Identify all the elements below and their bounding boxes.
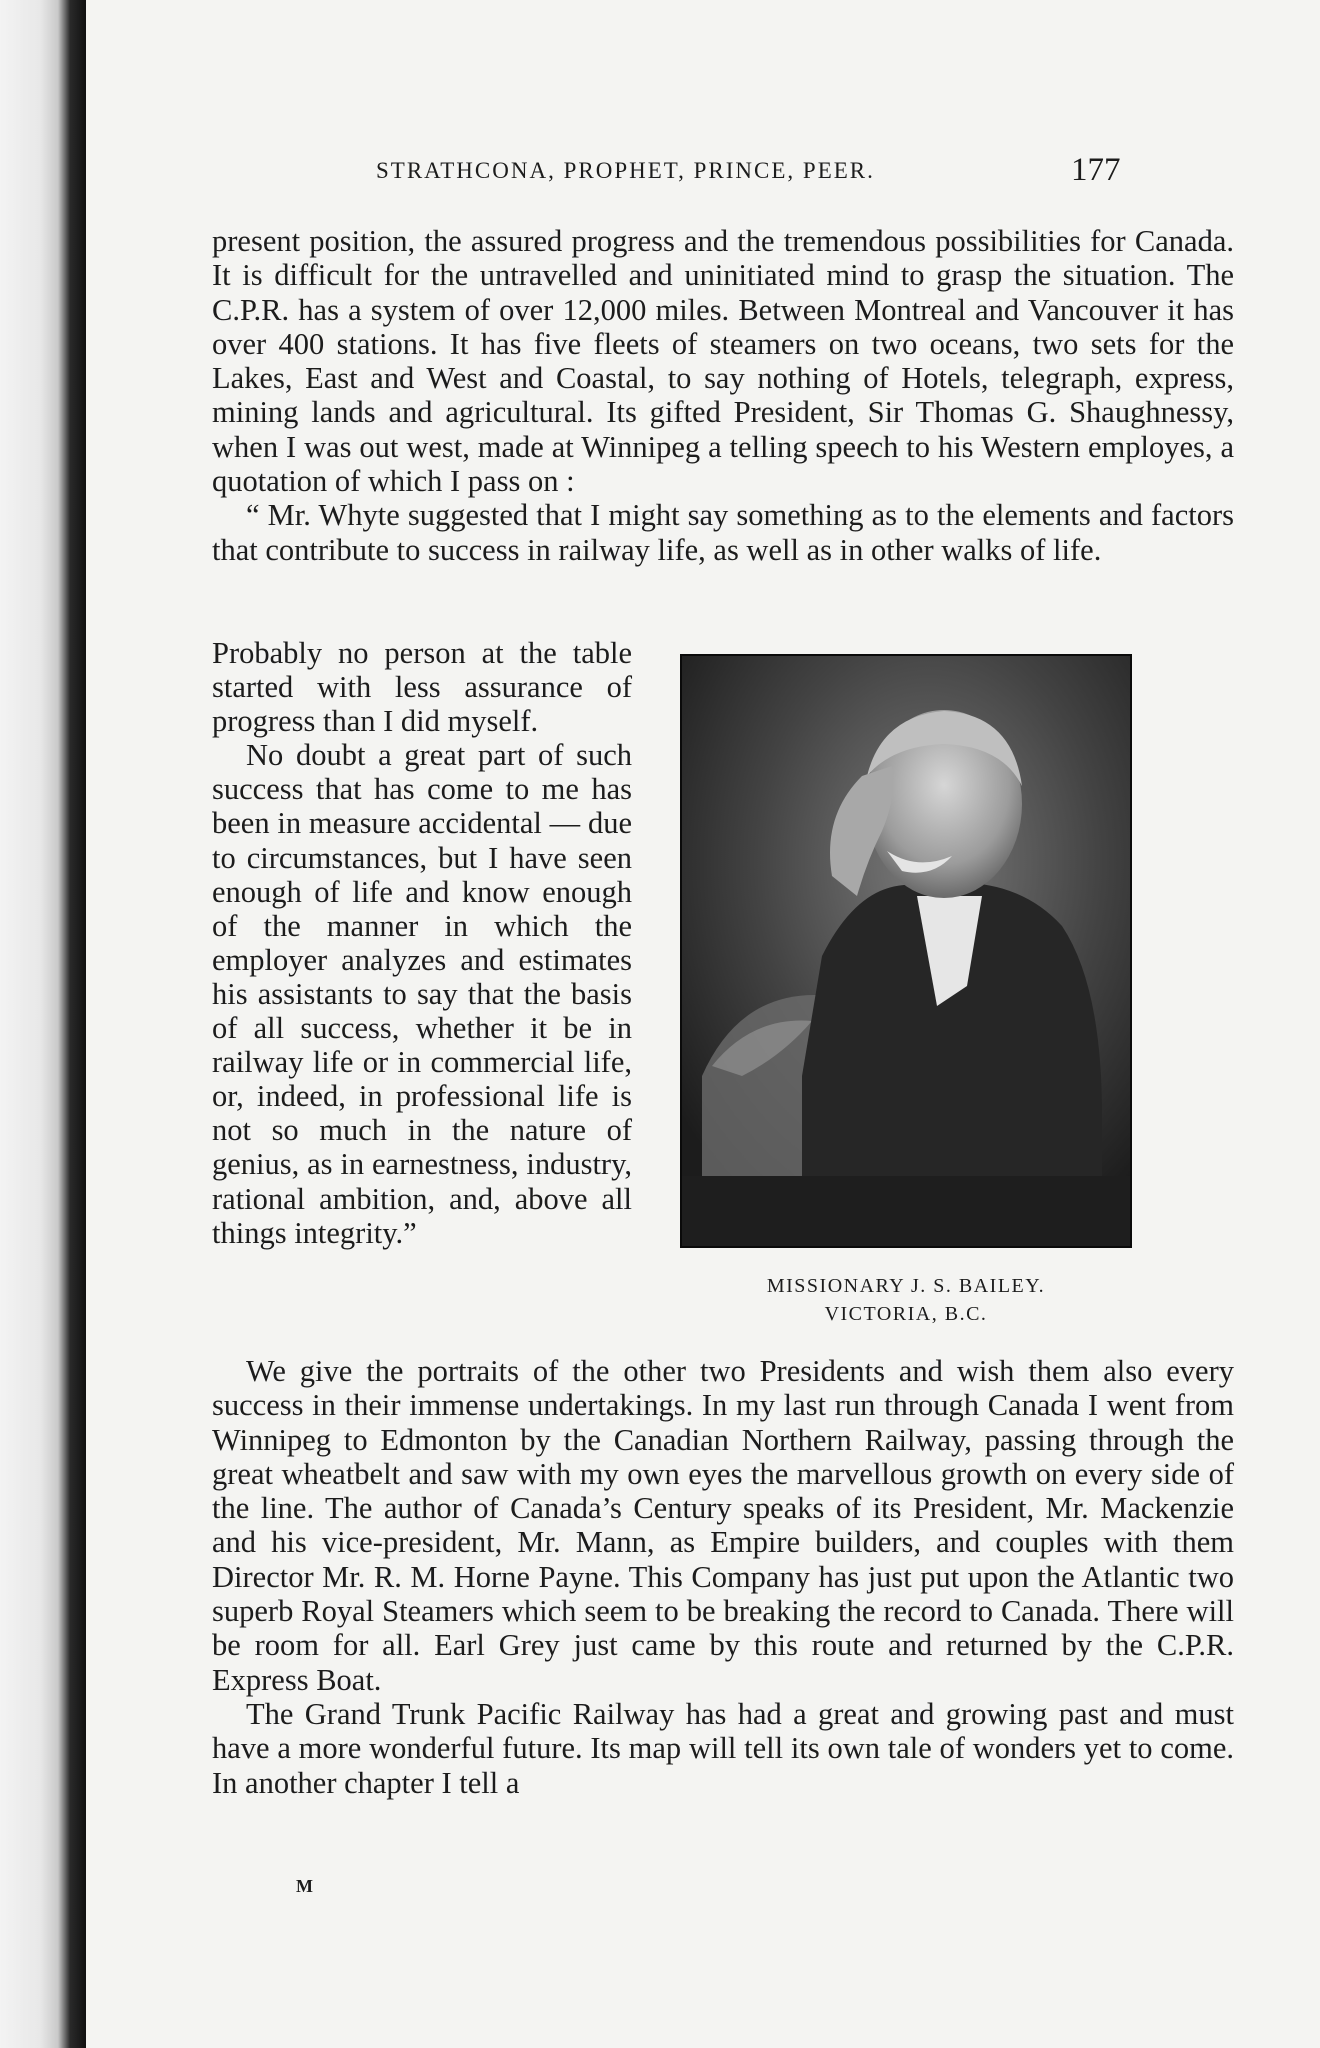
- caption-name: MISSIONARY J. S. BAILEY.: [766, 1275, 1046, 1297]
- portrait-illustration: [682, 656, 1130, 1246]
- page-number: 177: [1071, 152, 1121, 188]
- body-text-wrapped: [212, 636, 632, 1250]
- paragraph: present position, the assured progress and the tremendous possibilities for Canada. It is difficult for the untravelled and uninitiated mind to grasp the situation. The C.P.R. has a system of over 12,000 miles. Between Montreal and Vancouver it has over 400 stations. It has five fleets of steamers on two oceans, two sets for the Lakes, East and West and Coastal, to say nothing of Hotels, telegraph, express, mining lands and agricultural. Its gifted President, Sir Thomas G. Shaughnessy, when I was out west, made at Winnipeg a telling speech to his Western employes, a quotation of which I pass on :: [212, 224, 1234, 499]
- running-title: STRATHCONA, PROPHET, PRINCE, PEER.: [376, 158, 875, 183]
- caption-place: VICTORIA, B.C.: [824, 1303, 988, 1325]
- signature-mark: M: [296, 1876, 314, 1896]
- book-page: [86, 0, 1320, 2048]
- paragraph: No doubt a great part of such success that has come to me has been in measure accidental — due to circumstances, but I have seen enough of life and know enough of the manner in which the employer analyzes and estimates his assistants to say that the basis of all success, whether it be in railway life or in commercial life, or, indeed, in professional life is not so much in the nature of genius, as in earnestness, industry, rational ambition, and, above all things integrity.”: [212, 738, 632, 1250]
- paragraph: “ Mr. Whyte suggested that I might say something as to the elements and factors that contribute to success in railway life, as well as in other walks of life.: [212, 498, 1234, 567]
- paragraph: Probably no person at the table started with less assurance of progress than I did myself.: [212, 636, 632, 739]
- paragraph: The Grand Trunk Pacific Railway has had a great and growing past and must have a more wonderful future. Its map will tell its own tale of wonders yet to come. In another chapter I tell a: [212, 1696, 1234, 1800]
- paragraph: We give the portraits of the other two Presidents and wish them also every success in their immense undertakings. In my last run through Canada I went from Winnipeg to Edmonton by the Canadian Northern Railway, passing through the great wheatbelt and saw with my own eyes the marvellous growth on every side of the line. The author of Canada’s Century speaks of its President, Mr. Mackenzie and his vice-president, Mr. Mann, as Empire builders, and couples with them Director Mr. R. M. Horne Payne. This Company has just put upon the Atlantic two superb Royal Steamers which seem to be breaking the record to Canada. There will be room for all. Earl Grey just came by this route and returned by the C.P.R. Express Boat.: [212, 1354, 1234, 1697]
- book-left-edge: [0, 0, 86, 2048]
- body-text-bottom: [212, 1354, 1234, 1800]
- body-text-top: [212, 224, 1234, 567]
- portrait-photo: [680, 654, 1132, 1248]
- running-head: [86, 152, 1320, 198]
- figure-caption: [680, 1272, 1132, 1328]
